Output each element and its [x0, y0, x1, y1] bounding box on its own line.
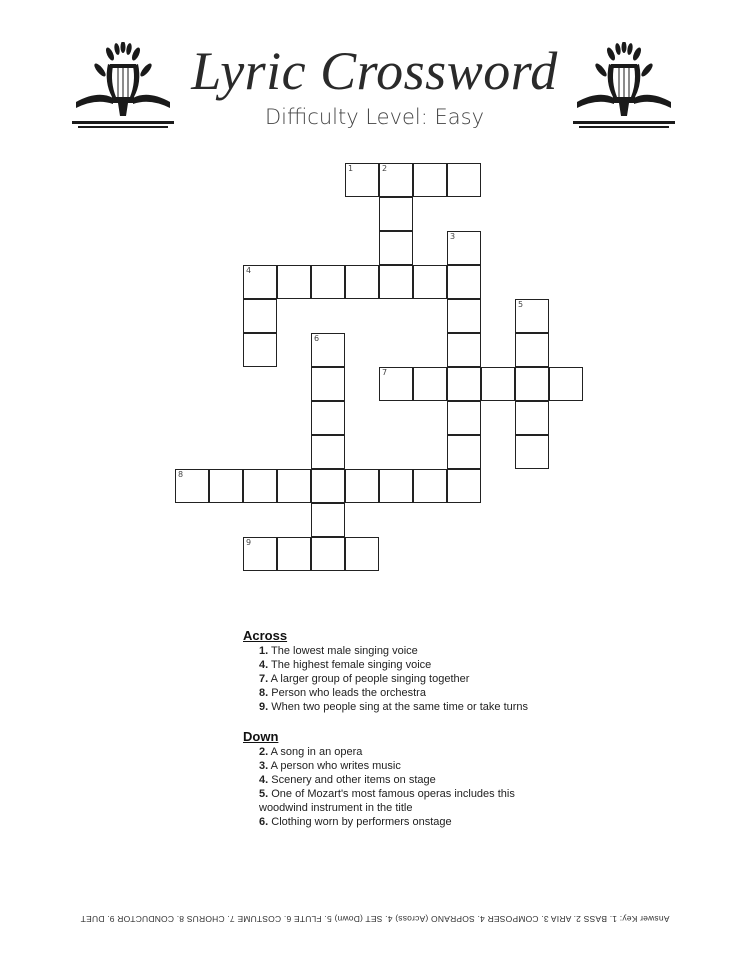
- difficulty-subtitle: Difficulty Level: Easy: [264, 105, 485, 129]
- crossword-cell[interactable]: [447, 435, 481, 469]
- crossword-cell[interactable]: [311, 537, 345, 571]
- crossword-cell[interactable]: [413, 163, 447, 197]
- clue-number: 9: [246, 538, 252, 547]
- clue-number: 1: [348, 164, 354, 173]
- clue-down-6: 6. Clothing worn by performers onstage: [259, 816, 452, 828]
- crossword-cell[interactable]: [447, 231, 481, 265]
- crossword-cell[interactable]: [515, 333, 549, 367]
- crossword-cell[interactable]: [277, 265, 311, 299]
- crossword-cell[interactable]: [243, 265, 277, 299]
- crossword-cell[interactable]: [175, 469, 209, 503]
- crossword-cell[interactable]: [447, 469, 481, 503]
- crossword-cell[interactable]: [209, 469, 243, 503]
- clue-across-4: 4. The highest female singing voice: [259, 659, 432, 671]
- crossword-cell[interactable]: [515, 435, 549, 469]
- clue-down-5: 5. One of Mozart's most famous operas includes this: [259, 788, 515, 800]
- clue-number: 7: [382, 368, 388, 377]
- crossword-cell[interactable]: [379, 197, 413, 231]
- crossword-cell[interactable]: [447, 401, 481, 435]
- crossword-cell[interactable]: [311, 367, 345, 401]
- clues-section: [243, 628, 663, 829]
- crossword-cell[interactable]: [447, 299, 481, 333]
- crossword-cell[interactable]: [447, 265, 481, 299]
- crossword-cell[interactable]: [413, 469, 447, 503]
- clue-across-1: 1. The lowest male singing voice: [259, 645, 418, 657]
- crossword-cell[interactable]: [515, 299, 549, 333]
- crossword-cell[interactable]: [515, 401, 549, 435]
- crossword-cell[interactable]: [379, 367, 413, 401]
- clue-number: 3: [450, 232, 456, 241]
- crossword-cell[interactable]: [311, 469, 345, 503]
- crossword-cell[interactable]: [311, 265, 345, 299]
- crossword-cell[interactable]: [447, 163, 481, 197]
- crossword-cell[interactable]: [413, 367, 447, 401]
- clue-down-4: 4. Scenery and other items on stage: [259, 774, 436, 786]
- crossword-cell[interactable]: [311, 435, 345, 469]
- crossword-cell[interactable]: [311, 333, 345, 367]
- crossword-cell[interactable]: [277, 537, 311, 571]
- clue-number: 4: [246, 266, 252, 275]
- clue-across-8: 8. Person who leads the orchestra: [259, 687, 426, 699]
- clue-number: 6: [314, 334, 320, 343]
- across-clue-list: [243, 644, 663, 714]
- crossword-cell[interactable]: [345, 537, 379, 571]
- crossword-cell[interactable]: [277, 469, 311, 503]
- crossword-cell[interactable]: [379, 231, 413, 265]
- clue-number: 5: [518, 300, 524, 309]
- crossword-cell[interactable]: [379, 265, 413, 299]
- clue-number: 2: [382, 164, 388, 173]
- down-clue-list: [243, 745, 663, 829]
- clue-number: 8: [178, 470, 184, 479]
- clue-down-2: 2. A song in an opera: [259, 746, 363, 758]
- crossword-cell[interactable]: [345, 265, 379, 299]
- crossword-cell[interactable]: [549, 367, 583, 401]
- crossword-cell[interactable]: [515, 367, 549, 401]
- crossword-cell[interactable]: [311, 401, 345, 435]
- crossword-cell[interactable]: [481, 367, 515, 401]
- crossword-cell[interactable]: [447, 333, 481, 367]
- crossword-cell[interactable]: [243, 333, 277, 367]
- crossword-cell[interactable]: [413, 265, 447, 299]
- clue-down-3: 3. A person who writes music: [259, 760, 401, 772]
- across-heading: Across: [243, 628, 288, 643]
- crossword-cell[interactable]: [243, 537, 277, 571]
- crossword-cell[interactable]: [243, 469, 277, 503]
- clue-across-7: 7. A larger group of people singing together: [259, 673, 470, 685]
- crossword-cell[interactable]: [345, 469, 379, 503]
- clue-down-5-continuation: woodwind instrument in the title: [259, 802, 413, 814]
- down-heading: Down: [243, 729, 279, 744]
- crossword-cell[interactable]: [345, 163, 379, 197]
- answer-key: Answer Key: 1. BASS 2. ARIA 3. COMPOSER 4. SOPRANO (Across) 4. SET (Down) 5. FLUTE 6. COSTUME 7. CHORUS 8. CONDUCTOR 9. DUET: [80, 914, 670, 924]
- crossword-cell[interactable]: [311, 503, 345, 537]
- crossword-cell[interactable]: [243, 299, 277, 333]
- crossword-cell[interactable]: [379, 163, 413, 197]
- crossword-cell[interactable]: [447, 367, 481, 401]
- clue-across-9: 9. When two people sing at the same time or take turns: [259, 701, 529, 713]
- crossword-cell[interactable]: [379, 469, 413, 503]
- page-title: Lyric Crossword: [191, 41, 558, 101]
